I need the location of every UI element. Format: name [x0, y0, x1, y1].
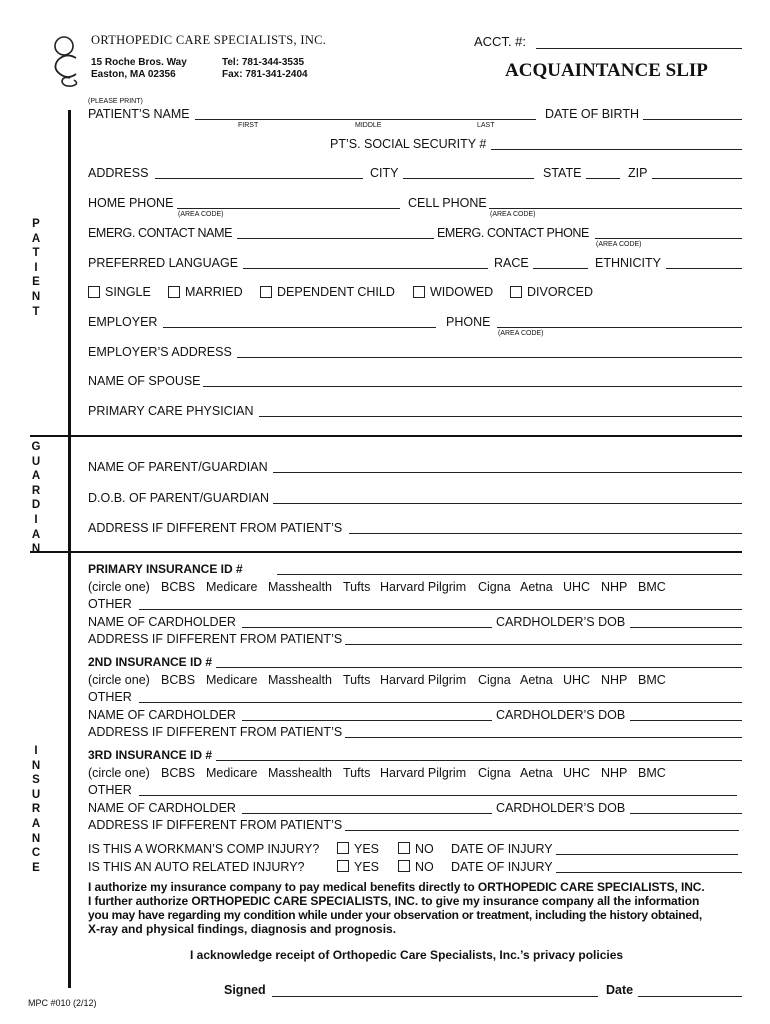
home-phone-input[interactable] — [177, 208, 400, 209]
company-fax: Fax: 781-341-2404 — [222, 69, 308, 80]
guardian-dob-label: D.O.B. OF PARENT/GUARDIAN — [88, 491, 270, 505]
pcp-input[interactable] — [259, 416, 742, 417]
address-label: ADDRESS — [88, 166, 149, 180]
patient-name-last: LAST — [477, 122, 495, 129]
cardholder-dob-label: CARDHOLDER’S DOB — [496, 800, 626, 815]
preferred-language-label: PREFERRED LANGUAGE — [88, 256, 239, 270]
cardholder-dob-label: CARDHOLDER’S DOB — [496, 707, 626, 722]
carrier-option[interactable]: Tufts — [343, 579, 371, 594]
privacy-acknowledgement: I acknowledge receipt of Orthopedic Care Specialists, Inc.’s privacy policies — [190, 948, 624, 962]
insurance-address-label: ADDRESS IF DIFFERENT FROM PATIENT’S — [88, 632, 343, 647]
carrier-option[interactable]: UHC — [563, 579, 591, 594]
divorced-checkbox[interactable] — [510, 286, 522, 298]
carrier-option[interactable]: Aetna — [520, 765, 553, 780]
carrier-option[interactable]: UHC — [563, 672, 591, 687]
ssn-input[interactable] — [491, 149, 742, 150]
guardian-address-label: ADDRESS IF DIFFERENT FROM PATIENT’S — [88, 521, 343, 535]
ethnicity-input[interactable] — [666, 268, 742, 269]
cardholder-input[interactable] — [242, 720, 492, 721]
spouse-label: NAME OF SPOUSE — [88, 374, 201, 388]
insurance-id-label: 2ND INSURANCE ID # — [88, 655, 213, 669]
state-label: STATE — [543, 166, 582, 180]
workcomp-no-label: NO — [415, 842, 434, 856]
cardholder-input[interactable] — [242, 627, 492, 628]
carrier-option[interactable]: Aetna — [520, 579, 553, 594]
signed-label: Signed — [224, 983, 266, 997]
carrier-option[interactable]: BCBS — [161, 765, 196, 780]
carrier-option[interactable]: NHP — [601, 579, 628, 594]
form-title: ACQUAINTANCE SLIP — [505, 60, 708, 81]
guardian-dob-input[interactable] — [273, 503, 742, 504]
carrier-option[interactable]: Medicare — [206, 672, 258, 687]
employer-address-label: EMPLOYER’S ADDRESS — [88, 345, 232, 359]
patient-name-label: PATIENT’S NAME — [88, 107, 190, 121]
logo — [46, 34, 86, 88]
authorization-line-1: I authorize my insurance company to pay medical benefits directly to ORTHOPEDIC CARE SPECIALISTS, INC. — [88, 880, 705, 894]
workcomp-doi-label: DATE OF INJURY — [451, 842, 553, 856]
form-number: MPC #010 (2/12) — [28, 998, 97, 1008]
insurance-id-input[interactable] — [216, 760, 742, 761]
carrier-option[interactable]: BMC — [638, 579, 666, 594]
cardholder-label: NAME OF CARDHOLDER — [88, 707, 236, 722]
other-label: OTHER — [88, 690, 132, 705]
workcomp-yes-checkbox[interactable] — [337, 842, 349, 854]
signature-input[interactable] — [272, 996, 598, 997]
insurance-address-label: ADDRESS IF DIFFERENT FROM PATIENT’S — [88, 725, 343, 740]
dob-input[interactable] — [643, 119, 742, 120]
logo-icon — [46, 34, 86, 88]
cardholder-dob-label: CARDHOLDER’S DOB — [496, 614, 626, 629]
auto-yes-label: YES — [354, 860, 380, 874]
widowed-checkbox[interactable] — [413, 286, 425, 298]
employer-label: EMPLOYER — [88, 315, 158, 329]
carrier-option[interactable]: Masshealth — [268, 672, 332, 687]
carrier-option[interactable]: NHP — [601, 765, 628, 780]
carrier-option[interactable]: Harvard Pilgrim — [380, 765, 467, 780]
company-tel: Tel: 781-344-3535 — [222, 57, 305, 68]
auto-doi-label: DATE OF INJURY — [451, 860, 553, 874]
section-label-insurance: I N S U R A N C E — [31, 745, 41, 874]
other-label: OTHER — [88, 783, 132, 798]
workcomp-doi-input[interactable] — [556, 854, 738, 855]
emerg-contact-phone-input[interactable] — [595, 238, 742, 239]
insurance-id-label: PRIMARY INSURANCE ID # — [88, 562, 243, 576]
ethnicity-label: ETHNICITY — [595, 256, 661, 270]
authorization-line-3: you may have regarding my condition while under your observation or treatment, including the history obtained, — [88, 908, 702, 922]
section-label-patient: P A T I E N T — [31, 218, 41, 318]
race-label: RACE — [494, 256, 529, 270]
employer-input[interactable] — [163, 327, 436, 328]
cardholder-dob-input[interactable] — [630, 720, 742, 721]
insurance-id-input[interactable] — [277, 574, 742, 575]
auto-no-label: NO — [415, 860, 434, 874]
other-input[interactable] — [139, 795, 737, 796]
acct-label: ACCT. #: — [474, 34, 527, 49]
workcomp-label: IS THIS A WORKMAN’S COMP INJURY? — [88, 842, 320, 856]
emerg-phone-area-code: (AREA CODE) — [596, 241, 642, 248]
carrier-option[interactable]: Aetna — [520, 672, 553, 687]
acct-input[interactable] — [536, 48, 742, 49]
emerg-contact-name-label: EMERG. CONTACT NAME — [88, 226, 233, 240]
spouse-input[interactable] — [203, 386, 742, 387]
single-label: SINGLE — [105, 285, 151, 299]
section-divider-2 — [30, 551, 742, 553]
preferred-language-input[interactable] — [243, 268, 488, 269]
race-input[interactable] — [533, 268, 588, 269]
married-checkbox[interactable] — [168, 286, 180, 298]
guardian-address-input[interactable] — [349, 533, 742, 534]
insurance-address-input[interactable] — [345, 830, 739, 831]
carrier-option[interactable]: BCBS — [161, 579, 196, 594]
insurance-id-label: 3RD INSURANCE ID # — [88, 748, 213, 762]
auto-yes-checkbox[interactable] — [337, 860, 349, 872]
employer-phone-label: PHONE — [446, 315, 491, 329]
circle-one-label: (circle one) — [88, 765, 150, 780]
employer-phone-input[interactable] — [497, 327, 742, 328]
other-label: OTHER — [88, 597, 132, 612]
emerg-contact-phone-label: EMERG. CONTACT PHONE — [437, 226, 589, 240]
guardian-name-label: NAME OF PARENT/GUARDIAN — [88, 460, 268, 474]
cardholder-dob-input[interactable] — [630, 813, 742, 814]
auto-label: IS THIS AN AUTO RELATED INJURY? — [88, 860, 305, 874]
dependent-child-checkbox[interactable] — [260, 286, 272, 298]
carrier-option[interactable]: Cigna — [478, 765, 511, 780]
authorization-line-2: I further authorize ORTHOPEDIC CARE SPECIALISTS, INC. to give my insurance company all the information — [88, 894, 700, 908]
company-name: ORTHOPEDIC CARE SPECIALISTS, INC. — [91, 33, 327, 47]
circle-one-label: (circle one) — [88, 579, 150, 594]
single-checkbox[interactable] — [88, 286, 100, 298]
guardian-name-input[interactable] — [273, 472, 742, 473]
authorization-line-4: X-ray and physical findings, diagnosis and prognosis. — [88, 922, 397, 936]
carrier-option[interactable]: Tufts — [343, 672, 371, 687]
city-label: CITY — [370, 166, 399, 180]
cardholder-dob-input[interactable] — [630, 627, 742, 628]
carrier-option[interactable]: Cigna — [478, 672, 511, 687]
pcp-label: PRIMARY CARE PHYSICIAN — [88, 404, 254, 418]
carrier-option[interactable]: Tufts — [343, 765, 371, 780]
auto-doi-input[interactable] — [556, 872, 742, 873]
carrier-option[interactable]: Medicare — [206, 765, 258, 780]
company-address-2: Easton, MA 02356 — [91, 69, 176, 80]
cardholder-label: NAME OF CARDHOLDER — [88, 800, 236, 815]
company-address-1: 15 Roche Bros. Way — [91, 57, 187, 68]
patient-name-first: FIRST — [238, 122, 259, 129]
carrier-option[interactable]: BCBS — [161, 672, 196, 687]
date-label: Date — [606, 983, 634, 997]
carrier-option[interactable]: BMC — [638, 672, 666, 687]
carrier-option[interactable]: Harvard Pilgrim — [380, 579, 467, 594]
home-phone-area-code: (AREA CODE) — [178, 211, 224, 218]
insurance-address-input[interactable] — [345, 644, 742, 645]
cardholder-input[interactable] — [242, 813, 492, 814]
carrier-option[interactable]: Harvard Pilgrim — [380, 672, 467, 687]
cell-phone-input[interactable] — [489, 208, 742, 209]
workcomp-yes-label: YES — [354, 842, 380, 856]
carrier-option[interactable]: BMC — [638, 765, 666, 780]
address-input[interactable] — [155, 178, 363, 179]
city-input[interactable] — [403, 178, 534, 179]
workcomp-no-checkbox[interactable] — [398, 842, 410, 854]
cell-phone-label: CELL PHONE — [408, 196, 487, 210]
carrier-option[interactable]: Cigna — [478, 579, 511, 594]
please-print-note: (PLEASE PRINT) — [88, 98, 143, 105]
cell-phone-area-code: (AREA CODE) — [490, 211, 536, 218]
insurance-id-input[interactable] — [216, 667, 742, 668]
home-phone-label: HOME PHONE — [88, 196, 174, 210]
insurance-address-label: ADDRESS IF DIFFERENT FROM PATIENT’S — [88, 818, 343, 833]
carrier-option[interactable]: Masshealth — [268, 765, 332, 780]
circle-one-label: (circle one) — [88, 672, 150, 687]
insurance-address-input[interactable] — [345, 737, 742, 738]
carrier-option[interactable]: NHP — [601, 672, 628, 687]
other-input[interactable] — [139, 609, 742, 610]
emerg-contact-name-input[interactable] — [237, 238, 434, 239]
section-divider-1 — [30, 435, 742, 437]
other-input[interactable] — [139, 702, 742, 703]
ssn-label: PT’S. SOCIAL SECURITY # — [330, 137, 487, 151]
patient-name-middle: MIDDLE — [355, 122, 382, 129]
carrier-option[interactable]: Masshealth — [268, 579, 332, 594]
cardholder-label: NAME OF CARDHOLDER — [88, 614, 236, 629]
signature-date-input[interactable] — [638, 996, 742, 997]
left-vertical-rule — [68, 110, 71, 988]
dependent-child-label: DEPENDENT CHILD — [277, 285, 395, 299]
state-input[interactable] — [586, 178, 620, 179]
section-label-guardian: G U A R D I A N — [31, 441, 41, 556]
employer-address-input[interactable] — [237, 357, 742, 358]
carrier-option[interactable]: UHC — [563, 765, 591, 780]
widowed-label: WIDOWED — [430, 285, 494, 299]
employer-phone-area-code: (AREA CODE) — [498, 330, 544, 337]
divorced-label: DIVORCED — [527, 285, 593, 299]
dob-label: DATE OF BIRTH — [545, 107, 639, 121]
carrier-option[interactable]: Medicare — [206, 579, 258, 594]
zip-input[interactable] — [652, 178, 742, 179]
zip-label: ZIP — [628, 166, 648, 180]
married-label: MARRIED — [185, 285, 243, 299]
patient-name-input[interactable] — [195, 119, 536, 120]
auto-no-checkbox[interactable] — [398, 860, 410, 872]
